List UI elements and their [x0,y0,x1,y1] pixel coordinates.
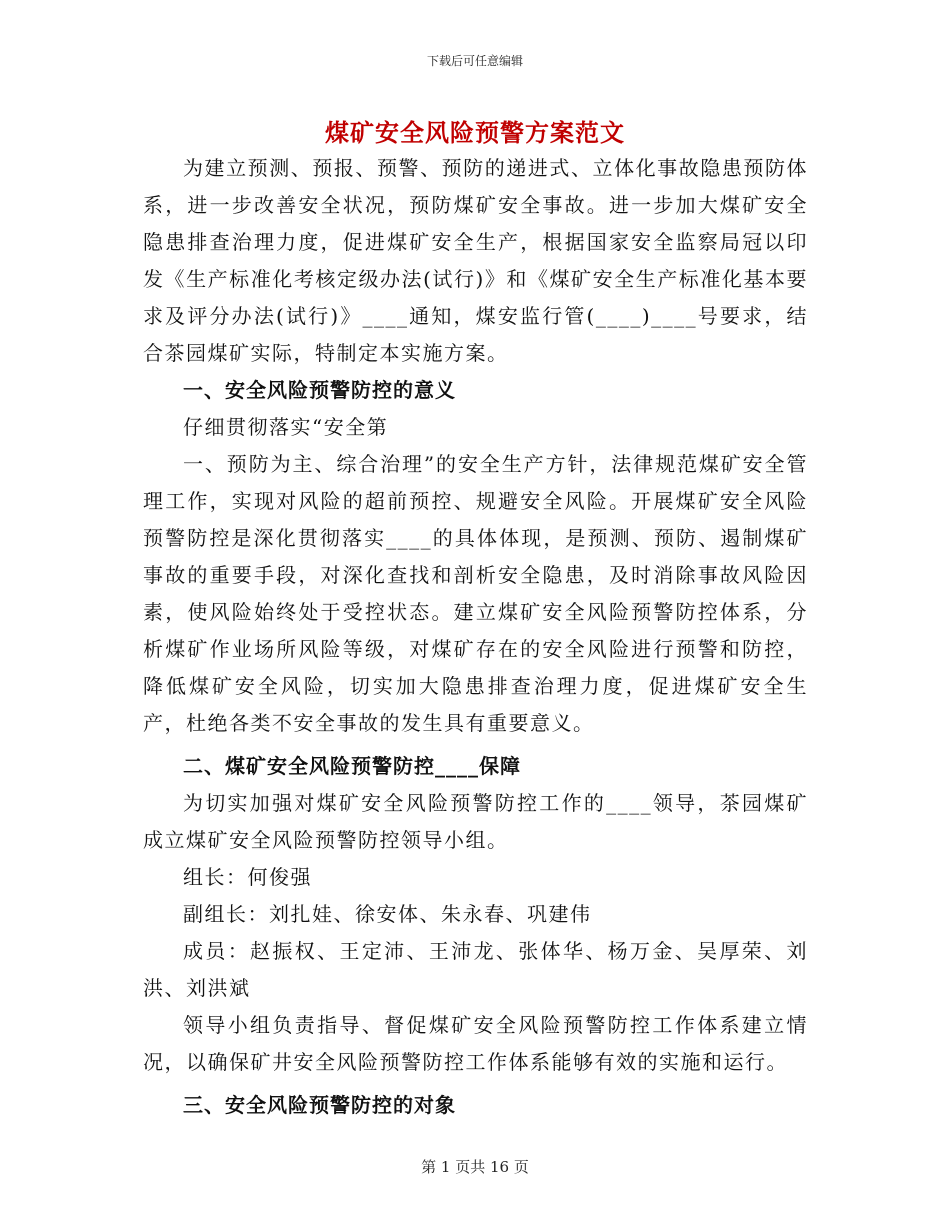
section-heading-1: 一、安全风险预警防控的意义 [183,378,456,402]
paragraph: 仔细贯彻落实“安全第 [183,415,389,439]
section-heading-3: 三、安全风险预警防控的对象 [183,1093,456,1117]
paragraph-deputy-leaders: 副组长：刘扎娃、徐安体、朱永春、巩建伟 [183,902,592,926]
header-note: 下载后可任意编辑 [426,54,523,68]
document-body [143,150,808,1124]
paragraph: 一、预防为主、综合治理”的安全生产方针，法律规范煤矿安全管理工作，实现对风险的超前预控、规避安全风险。开展煤矿安全风险预警防控是深化贯彻落实____的具体体现，是预测、预防、遏制煤矿事故的重要手段，对深化查找和剖析安全隐患，及时消除事故风险因素，使风险始终处于受控状态。建立煤矿安全风险预警防控体系，分析煤矿作业场所风险等级，对煤矿存在的安全风险进行预警和防控，降低煤矿安全风险，切实加大隐患排查治理力度，促进煤矿安全生产，杜绝各类不安全事故的发生具有重要意义。 [143,452,808,735]
section-heading-2: 二、煤矿安全风险预警防控____保障 [183,754,521,778]
paragraph-intro: 为建立预测、预报、预警、预防的递进式、立体化事故隐患预防体系，进一步改善安全状况，预防煤矿安全事故。进一步加大煤矿安全隐患排查治理力度，促进煤矿安全生产，根据国家安全监察局冠以印发《生产标准化考核定级办法(试行)》和《煤矿安全生产标准化基本要求及评分办法(试行)》____通知，煤安监行管(____)____号要求，结合茶园煤矿实际，特制定本实施方案。 [143,156,808,365]
paragraph-members: 成员：赵振权、王定沛、王沛龙、张体华、杨万金、吴厚荣、刘洪、刘洪斌 [143,939,808,1000]
document-title: 煤矿安全风险预警方案范文 [325,118,625,147]
page-number: 第 1 页共 16 页 [421,1158,529,1176]
paragraph-leader: 组长：何俊强 [183,865,312,889]
paragraph: 领导小组负责指导、督促煤矿安全风险预警防控工作体系建立情况，以确保矿井安全风险预警防控工作体系能够有效的实施和运行。 [143,1013,808,1074]
paragraph: 为切实加强对煤矿安全风险预警防控工作的____领导，茶园煤矿成立煤矿安全风险预警防控领导小组。 [143,791,808,852]
